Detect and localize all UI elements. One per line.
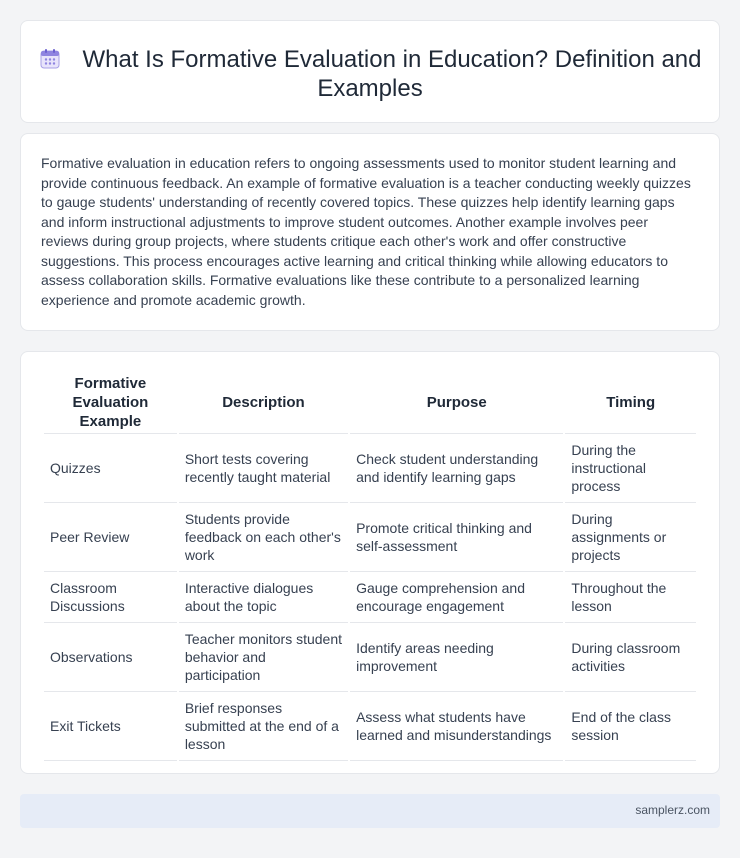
cell-timing: End of the class session (565, 692, 696, 761)
calendar-icon (39, 48, 61, 70)
cell-example: Observations (44, 623, 177, 692)
cell-timing: Throughout the lesson (565, 572, 696, 623)
cell-example: Exit Tickets (44, 692, 177, 761)
table-row (44, 503, 696, 572)
page-title: What Is Formative Evaluation in Education? Definition and Examples (82, 46, 702, 102)
table-row (44, 434, 696, 503)
table-header-row (44, 372, 696, 434)
intro-paragraph: Formative evaluation in education refers to ongoing assessments used to monitor student learning and provide continuous feedback. An example of formative evaluation is a teacher conducting weekly quizzes to gauge students' understanding of recently covered topics. These quizzes help identify learning gaps and inform instructional adjustments to improve student outcomes. Another example involves peer reviews during group projects, where students critique each other's work and offer constructive suggestions. This process encourages active learning and critical thinking while allowing educators to assess collaboration skills. Formative evaluations like these contribute to a personalized learning experience and promote academic growth. (41, 155, 691, 308)
table-row (44, 692, 696, 761)
column-header-description: Description (179, 372, 348, 434)
cell-purpose: Assess what students have learned and misunderstandings (350, 692, 563, 761)
column-header-example: Formative Evaluation Example (44, 372, 177, 434)
cell-example: Classroom Discussions (44, 572, 177, 623)
cell-example: Peer Review (44, 503, 177, 572)
cell-purpose: Identify areas needing improvement (350, 623, 563, 692)
column-header-purpose: Purpose (350, 372, 563, 434)
cell-timing: During assignments or projects (565, 503, 696, 572)
table-card (20, 351, 720, 774)
cell-description: Interactive dialogues about the topic (179, 572, 348, 623)
table-row (44, 572, 696, 623)
examples-table (42, 372, 698, 761)
cell-description: Brief responses submitted at the end of a lesson (179, 692, 348, 761)
cell-example: Quizzes (44, 434, 177, 503)
cell-timing: During classroom activities (565, 623, 696, 692)
footer-bar (20, 794, 720, 828)
page-title-wrapper (21, 45, 719, 103)
column-header-timing: Timing (565, 372, 696, 434)
cell-purpose: Promote critical thinking and self-assessment (350, 503, 563, 572)
cell-description: Students provide feedback on each other's work (179, 503, 348, 572)
title-card (20, 20, 720, 123)
table-row (44, 623, 696, 692)
cell-description: Short tests covering recently taught material (179, 434, 348, 503)
cell-timing: During the instructional process (565, 434, 696, 503)
intro-card (20, 133, 720, 331)
cell-purpose: Check student understanding and identify learning gaps (350, 434, 563, 503)
cell-purpose: Gauge comprehension and encourage engagement (350, 572, 563, 623)
footer-source: samplerz.com (635, 803, 710, 817)
cell-description: Teacher monitors student behavior and participation (179, 623, 348, 692)
